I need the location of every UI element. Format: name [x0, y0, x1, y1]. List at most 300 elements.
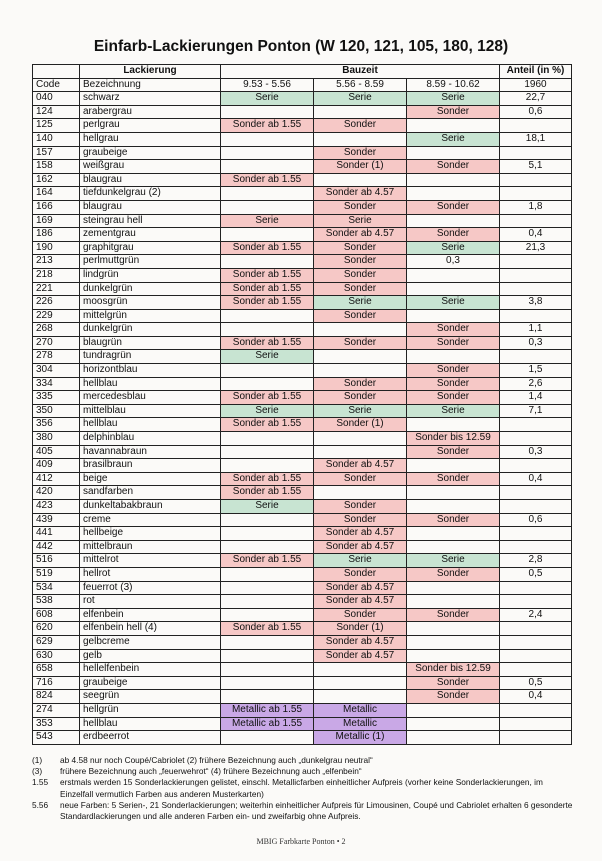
cell-period-2: Sonder: [314, 255, 407, 269]
header-period-2: 5.56 - 8.59: [314, 78, 407, 92]
cell-period-2: [314, 676, 407, 690]
cell-period-2: [314, 105, 407, 119]
cell-code: 221: [33, 282, 80, 296]
footnote-key: 1.55: [32, 777, 49, 788]
table-row: [33, 486, 572, 500]
cell-name: gelb: [80, 649, 221, 663]
footnote-key: (3): [32, 766, 43, 777]
cell-period-3: Sonder: [407, 160, 500, 174]
cell-share: 3,8: [500, 296, 572, 310]
cell-name: perlmuttgrün: [80, 255, 221, 269]
table-row: [33, 282, 572, 296]
header-bauzeit: Bauzeit: [221, 65, 500, 79]
cell-name: mittelgrün: [80, 309, 221, 323]
cell-period-2: Sonder: [314, 567, 407, 581]
cell-code: 268: [33, 323, 80, 337]
cell-period-1: [221, 377, 314, 391]
cell-code: 350: [33, 404, 80, 418]
page-title: Einfarb-Lackierungen Ponton (W 120, 121, 105, 180, 128): [93, 38, 509, 55]
header-code: Code: [33, 78, 80, 92]
cell-name: rot: [80, 595, 221, 609]
cell-period-1: Sonder ab 1.55: [221, 554, 314, 568]
cell-share: 1,1: [500, 323, 572, 337]
cell-code: 620: [33, 622, 80, 636]
cell-name: elfenbein hell (4): [80, 622, 221, 636]
cell-code: 543: [33, 731, 80, 745]
cell-code: 166: [33, 200, 80, 214]
table-row: [33, 200, 572, 214]
footnote: [32, 777, 577, 799]
cell-period-3: Serie: [407, 241, 500, 255]
cell-period-3: Serie: [407, 92, 500, 106]
cell-period-2: [314, 350, 407, 364]
cell-period-1: Sonder ab 1.55: [221, 622, 314, 636]
cell-period-2: [314, 690, 407, 704]
cell-share: [500, 703, 572, 717]
table-body: [33, 92, 572, 745]
table-row: [33, 635, 572, 649]
cell-period-3: [407, 309, 500, 323]
cell-code: 140: [33, 132, 80, 146]
table-row: [33, 391, 572, 405]
cell-name: mittelrot: [80, 554, 221, 568]
cell-period-1: Metallic ab 1.55: [221, 717, 314, 731]
cell-period-3: 0,3: [407, 255, 500, 269]
cell-period-3: [407, 146, 500, 160]
cell-share: 0,3: [500, 445, 572, 459]
cell-code: 164: [33, 187, 80, 201]
table-row: [33, 459, 572, 473]
cell-period-1: [221, 690, 314, 704]
cell-period-3: [407, 540, 500, 554]
cell-period-1: Sonder ab 1.55: [221, 336, 314, 350]
cell-share: 2,4: [500, 608, 572, 622]
table-row: [33, 703, 572, 717]
table-row: [33, 567, 572, 581]
cell-period-1: Sonder ab 1.55: [221, 282, 314, 296]
table-row: [33, 500, 572, 514]
table-row: [33, 214, 572, 228]
cell-name: horizontblau: [80, 364, 221, 378]
cell-name: dunkelgrün: [80, 323, 221, 337]
footnote-text: neue Farben: 5 Serien-, 21 Sonderlackierungen; weiterhin einheitlicher Aufpreis für Limousinen, Coupé und Cabriolet erhalten 6 gesonderte Standardlackierungen und alle anderen Farben ein- und zweifarbig ohne Aufpreis.: [60, 799, 573, 822]
cell-share: [500, 268, 572, 282]
cell-period-2: Sonder: [314, 241, 407, 255]
cell-period-1: [221, 608, 314, 622]
cell-code: 304: [33, 364, 80, 378]
cell-period-1: [221, 364, 314, 378]
cell-period-3: Sonder: [407, 608, 500, 622]
cell-name: mittelbraun: [80, 540, 221, 554]
cell-period-2: Sonder ab 4.57: [314, 228, 407, 242]
cell-share: 0,4: [500, 228, 572, 242]
cell-name: hellrot: [80, 567, 221, 581]
cell-name: hellelfenbein: [80, 663, 221, 677]
cell-period-2: Sonder (1): [314, 160, 407, 174]
cell-name: erdbeerrot: [80, 731, 221, 745]
table-row: [33, 173, 572, 187]
cell-period-2: [314, 663, 407, 677]
cell-period-3: Serie: [407, 132, 500, 146]
table-row: [33, 663, 572, 677]
cell-code: 124: [33, 105, 80, 119]
cell-period-2: Metallic (1): [314, 731, 407, 745]
cell-code: 274: [33, 703, 80, 717]
cell-period-3: [407, 187, 500, 201]
header-period-1: 9.53 - 5.56: [221, 78, 314, 92]
cell-period-3: Serie: [407, 554, 500, 568]
cell-share: [500, 255, 572, 269]
table-row: [33, 268, 572, 282]
cell-period-1: [221, 132, 314, 146]
cell-code: 162: [33, 173, 80, 187]
cell-period-2: Serie: [314, 554, 407, 568]
cell-period-2: Sonder: [314, 513, 407, 527]
cell-share: [500, 282, 572, 296]
cell-period-1: [221, 731, 314, 745]
cell-name: sandfarben: [80, 486, 221, 500]
cell-period-3: [407, 649, 500, 663]
cell-period-1: [221, 323, 314, 337]
cell-period-1: [221, 459, 314, 473]
cell-period-3: [407, 595, 500, 609]
cell-period-3: [407, 214, 500, 228]
cell-code: 278: [33, 350, 80, 364]
cell-period-3: Sonder: [407, 690, 500, 704]
cell-name: lindgrün: [80, 268, 221, 282]
cell-period-2: Serie: [314, 296, 407, 310]
cell-share: [500, 350, 572, 364]
table-row: [33, 296, 572, 310]
cell-share: [500, 622, 572, 636]
table-row: [33, 119, 572, 133]
cell-name: dunkeltabakbraun: [80, 500, 221, 514]
cell-period-3: [407, 173, 500, 187]
footnotes: [32, 755, 577, 822]
cell-period-1: Sonder ab 1.55: [221, 268, 314, 282]
cell-period-1: [221, 160, 314, 174]
table-row: [33, 404, 572, 418]
cell-period-3: [407, 717, 500, 731]
cell-code: 158: [33, 160, 80, 174]
cell-share: [500, 663, 572, 677]
table-row: [33, 676, 572, 690]
cell-period-2: Sonder (1): [314, 622, 407, 636]
cell-period-2: Sonder ab 4.57: [314, 581, 407, 595]
cell-period-1: Serie: [221, 214, 314, 228]
cell-period-2: Sonder: [314, 391, 407, 405]
cell-period-3: [407, 459, 500, 473]
cell-code: 441: [33, 527, 80, 541]
cell-name: hellgrün: [80, 703, 221, 717]
header-lackierung: Lackierung: [80, 65, 221, 79]
cell-code: 186: [33, 228, 80, 242]
table-row: [33, 554, 572, 568]
cell-name: zementgrau: [80, 228, 221, 242]
cell-period-1: Sonder ab 1.55: [221, 472, 314, 486]
cell-share: [500, 649, 572, 663]
cell-period-1: [221, 663, 314, 677]
cell-period-1: Sonder ab 1.55: [221, 296, 314, 310]
cell-period-2: Sonder ab 4.57: [314, 527, 407, 541]
page-footer: MBIG Farbkarte Ponton • 2: [256, 837, 346, 846]
cell-name: blaugrau: [80, 200, 221, 214]
cell-code: 824: [33, 690, 80, 704]
footnote: [32, 755, 577, 766]
cell-period-3: Serie: [407, 296, 500, 310]
table-row: [33, 595, 572, 609]
cell-code: 630: [33, 649, 80, 663]
cell-share: 0,6: [500, 513, 572, 527]
footnote: [32, 800, 577, 822]
cell-name: weißgrau: [80, 160, 221, 174]
cell-share: [500, 731, 572, 745]
cell-period-3: [407, 268, 500, 282]
table-row: [33, 92, 572, 106]
cell-share: 5,1: [500, 160, 572, 174]
cell-share: [500, 486, 572, 500]
cell-code: 608: [33, 608, 80, 622]
cell-period-2: [314, 173, 407, 187]
cell-share: 0,5: [500, 676, 572, 690]
cell-period-3: [407, 635, 500, 649]
cell-period-2: Serie: [314, 404, 407, 418]
cell-period-3: Sonder: [407, 676, 500, 690]
cell-period-2: Sonder: [314, 282, 407, 296]
cell-period-1: [221, 676, 314, 690]
table-row: [33, 160, 572, 174]
cell-name: feuerrot (3): [80, 581, 221, 595]
cell-period-3: [407, 622, 500, 636]
cell-name: steingrau hell: [80, 214, 221, 228]
cell-name: tiefdunkelgrau (2): [80, 187, 221, 201]
cell-name: moosgrün: [80, 296, 221, 310]
cell-share: [500, 432, 572, 446]
cell-share: 0,4: [500, 690, 572, 704]
cell-share: [500, 309, 572, 323]
table-row: [33, 690, 572, 704]
footnote-text: ab 4.58 nur noch Coupé/Cabriolet (2) frühere Bezeichnung auch „dunkelgrau neutral“: [60, 755, 373, 765]
cell-period-1: [221, 105, 314, 119]
header-period-3: 8.59 - 10.62: [407, 78, 500, 92]
cell-code: 519: [33, 567, 80, 581]
table-row: [33, 418, 572, 432]
table-row: [33, 581, 572, 595]
cell-name: beige: [80, 472, 221, 486]
footnote-text: frühere Bezeichnung auch „feuerwehrot“ (4) frühere Bezeichnung auch „elfenbein“: [60, 766, 362, 777]
cell-name: mittelblau: [80, 404, 221, 418]
cell-period-1: [221, 649, 314, 663]
cell-code: 405: [33, 445, 80, 459]
cell-share: [500, 540, 572, 554]
cell-share: 1,5: [500, 364, 572, 378]
cell-share: 0,4: [500, 472, 572, 486]
footnote-text: erstmals werden 15 Sonderlackierungen gelistet, einschl. Metallicfarben einheitlicher Aufpreis (vorher keine Sonderlackierungen, im Einzelfall vermutlich Farben aus anderen Musterkarten): [60, 777, 543, 799]
cell-period-2: [314, 445, 407, 459]
cell-period-1: Sonder ab 1.55: [221, 486, 314, 500]
cell-name: seegrün: [80, 690, 221, 704]
cell-code: 442: [33, 540, 80, 554]
table-row: [33, 540, 572, 554]
cell-share: 21,3: [500, 241, 572, 255]
cell-period-2: Sonder ab 4.57: [314, 187, 407, 201]
cell-period-1: [221, 527, 314, 541]
cell-period-1: [221, 187, 314, 201]
cell-period-3: Sonder: [407, 377, 500, 391]
cell-share: 22,7: [500, 92, 572, 106]
table-row: [33, 255, 572, 269]
cell-share: [500, 635, 572, 649]
cell-period-3: Sonder bis 12.59: [407, 432, 500, 446]
cell-period-1: Serie: [221, 500, 314, 514]
cell-period-1: [221, 595, 314, 609]
cell-period-2: Sonder: [314, 377, 407, 391]
header-year: 1960: [500, 78, 572, 92]
table-row: [33, 336, 572, 350]
cell-name: schwarz: [80, 92, 221, 106]
cell-code: 629: [33, 635, 80, 649]
cell-code: 658: [33, 663, 80, 677]
cell-period-3: Sonder: [407, 105, 500, 119]
cell-period-1: Sonder ab 1.55: [221, 391, 314, 405]
cell-period-1: [221, 255, 314, 269]
cell-period-1: [221, 146, 314, 160]
cell-code: 516: [33, 554, 80, 568]
table-row: [33, 731, 572, 745]
cell-code: 380: [33, 432, 80, 446]
paint-table: [32, 64, 572, 745]
cell-name: dunkelgrün: [80, 282, 221, 296]
cell-name: blaugrün: [80, 336, 221, 350]
cell-code: 125: [33, 119, 80, 133]
cell-period-3: Sonder: [407, 445, 500, 459]
cell-code: 335: [33, 391, 80, 405]
cell-name: hellbeige: [80, 527, 221, 541]
cell-share: [500, 595, 572, 609]
cell-period-1: [221, 228, 314, 242]
cell-period-2: [314, 432, 407, 446]
cell-code: 229: [33, 309, 80, 323]
cell-share: [500, 119, 572, 133]
cell-code: 538: [33, 595, 80, 609]
cell-name: hellgrau: [80, 132, 221, 146]
cell-name: graphitgrau: [80, 241, 221, 255]
cell-period-3: Sonder: [407, 391, 500, 405]
cell-period-3: Sonder bis 12.59: [407, 663, 500, 677]
cell-period-1: [221, 635, 314, 649]
table-subheader-row: [33, 78, 572, 92]
cell-period-2: Sonder: [314, 309, 407, 323]
cell-share: [500, 581, 572, 595]
cell-period-3: [407, 731, 500, 745]
cell-period-1: [221, 581, 314, 595]
table-header-row: [33, 65, 572, 79]
cell-period-1: [221, 540, 314, 554]
cell-code: 169: [33, 214, 80, 228]
table-row: [33, 132, 572, 146]
cell-period-3: [407, 119, 500, 133]
cell-name: graubeige: [80, 676, 221, 690]
cell-share: 0,5: [500, 567, 572, 581]
cell-period-1: [221, 567, 314, 581]
table-row: [33, 472, 572, 486]
cell-period-1: Metallic ab 1.55: [221, 703, 314, 717]
table-row: [33, 622, 572, 636]
cell-share: 2,6: [500, 377, 572, 391]
header-anteil: Anteil (in %): [500, 65, 572, 79]
cell-period-2: Serie: [314, 92, 407, 106]
table-row: [33, 323, 572, 337]
cell-name: blaugrau: [80, 173, 221, 187]
table-row: [33, 608, 572, 622]
cell-period-1: [221, 200, 314, 214]
cell-name: tundragrün: [80, 350, 221, 364]
cell-share: 1,8: [500, 200, 572, 214]
cell-period-3: Sonder: [407, 228, 500, 242]
cell-share: 18,1: [500, 132, 572, 146]
cell-name: elfenbein: [80, 608, 221, 622]
cell-name: perlgrau: [80, 119, 221, 133]
cell-period-3: [407, 418, 500, 432]
cell-name: creme: [80, 513, 221, 527]
table-row: [33, 241, 572, 255]
cell-period-3: Sonder: [407, 513, 500, 527]
cell-share: [500, 527, 572, 541]
cell-period-1: Serie: [221, 350, 314, 364]
table-row: [33, 146, 572, 160]
cell-period-3: [407, 486, 500, 500]
cell-code: 157: [33, 146, 80, 160]
cell-share: 2,8: [500, 554, 572, 568]
cell-code: 716: [33, 676, 80, 690]
table-row: [33, 105, 572, 119]
cell-period-3: [407, 500, 500, 514]
cell-period-1: [221, 513, 314, 527]
cell-share: [500, 187, 572, 201]
cell-period-2: Sonder: [314, 608, 407, 622]
cell-code: 420: [33, 486, 80, 500]
cell-period-3: [407, 703, 500, 717]
table-row: [33, 513, 572, 527]
table-row: [33, 350, 572, 364]
cell-code: 412: [33, 472, 80, 486]
table-row: [33, 187, 572, 201]
cell-name: havannabraun: [80, 445, 221, 459]
cell-share: [500, 418, 572, 432]
cell-period-2: [314, 364, 407, 378]
cell-name: gelbcreme: [80, 635, 221, 649]
cell-period-3: [407, 282, 500, 296]
cell-period-2: [314, 486, 407, 500]
cell-period-2: Sonder ab 4.57: [314, 595, 407, 609]
cell-share: 0,6: [500, 105, 572, 119]
cell-period-3: Sonder: [407, 323, 500, 337]
cell-period-1: Sonder ab 1.55: [221, 418, 314, 432]
cell-period-2: Sonder: [314, 119, 407, 133]
cell-period-2: [314, 323, 407, 337]
header-blank: [33, 65, 80, 79]
table-row: [33, 445, 572, 459]
table-row: [33, 432, 572, 446]
cell-period-2: Sonder: [314, 500, 407, 514]
cell-period-2: Sonder ab 4.57: [314, 459, 407, 473]
cell-period-1: Serie: [221, 404, 314, 418]
table-row: [33, 717, 572, 731]
cell-code: 353: [33, 717, 80, 731]
cell-period-3: Sonder: [407, 336, 500, 350]
footnote: [32, 766, 577, 777]
cell-period-2: Sonder (1): [314, 418, 407, 432]
